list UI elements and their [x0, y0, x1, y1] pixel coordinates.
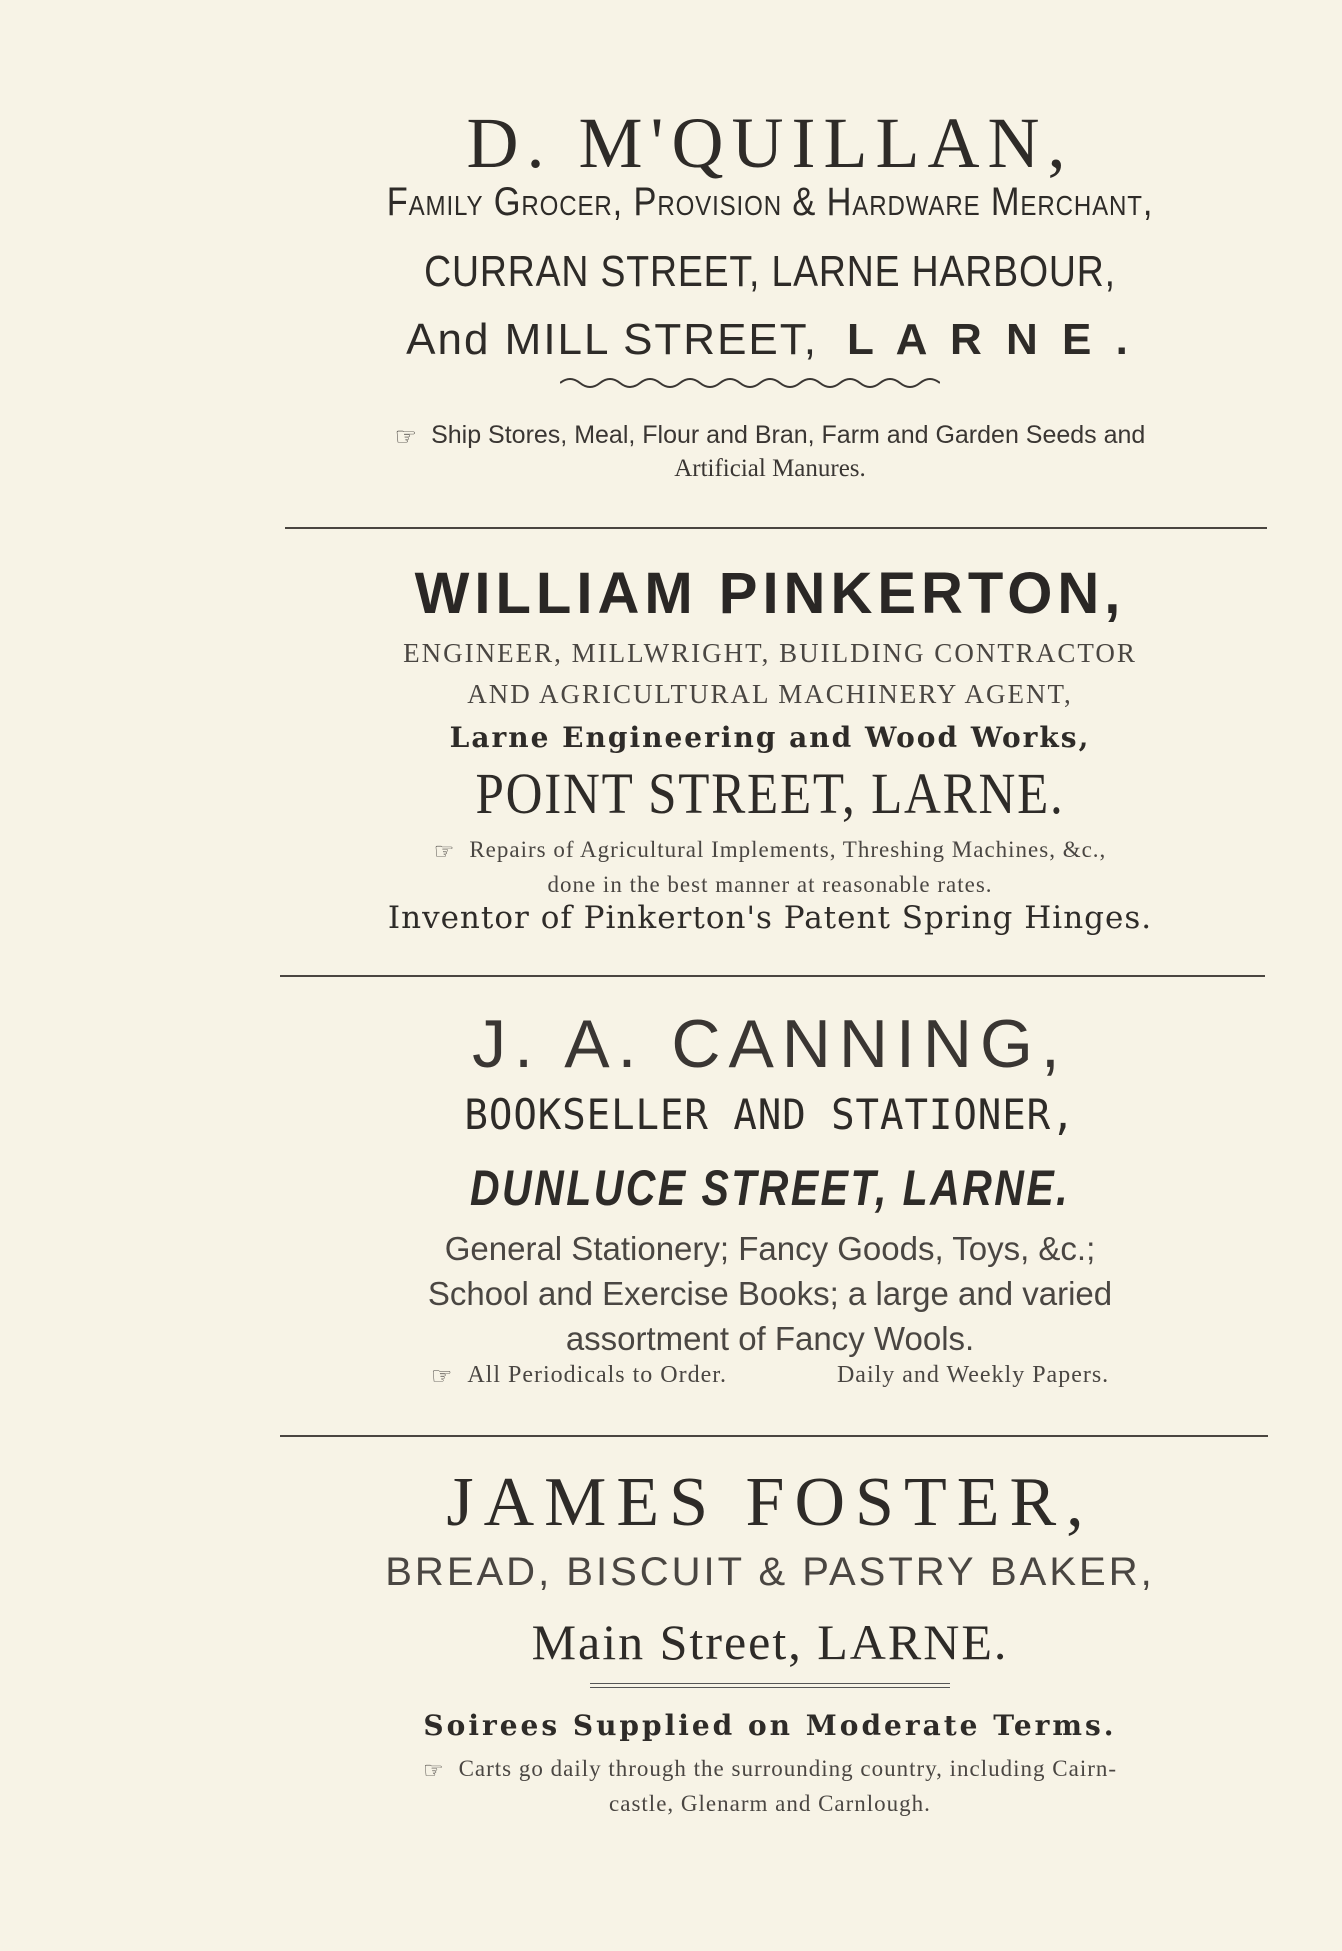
section-divider — [280, 975, 1265, 977]
ad-foster-trade: BREAD, BISCUIT & PASTRY BAKER, — [385, 1550, 1155, 1594]
ad-canning-trade: BOOKSELLER AND STATIONER, — [464, 1090, 1076, 1139]
ad-canning-line-3: assortment of Fancy Wools. — [565, 1320, 975, 1357]
ad-foster-note-2-text: Carts go daily through the surrounding country, including Cairn- — [458, 1756, 1118, 1781]
ad-foster-note-2 — [270, 1757, 1270, 1782]
ad-pinkerton-note-1 — [270, 838, 1270, 863]
ad-foster-note-3: castle, Glenarm and Carnlough. — [609, 1791, 931, 1816]
ad-canning-address: DUNLUCE STREET, LARNE. — [469, 1160, 1071, 1216]
ad-mquillan-address-2 — [270, 315, 1270, 364]
ad-canning-notes — [270, 1363, 1270, 1389]
ornamental-squiggle-divider — [560, 375, 940, 391]
ad-mquillan-address-2-town: L A R N E . — [847, 315, 1134, 364]
pointing-hand-icon: ☞ — [433, 839, 456, 864]
short-double-divider — [590, 1683, 950, 1684]
section-divider — [285, 527, 1267, 529]
ad-canning-note-left: All Periodicals to Order. — [467, 1362, 727, 1388]
ad-mquillan-note-2: Artificial Manures. — [674, 455, 866, 482]
pointing-hand-icon: ☞ — [430, 1364, 454, 1390]
ad-pinkerton-works: Larne Engineering and Wood Works, — [449, 721, 1091, 754]
ad-canning-line-1: General Stationery; Fancy Goods, Toys, &c.; — [444, 1230, 1096, 1267]
ad-canning-line-2: School and Exercise Books; a large and varied — [427, 1275, 1113, 1312]
ad-mquillan-note-1 — [270, 423, 1270, 450]
ad-canning-note-right: Daily and Weekly Papers. — [836, 1362, 1110, 1388]
ad-foster-note-1: Soirees Supplied on Moderate Terms. — [423, 1709, 1117, 1742]
pointing-hand-icon: ☞ — [394, 423, 418, 451]
ad-pinkerton-note-3: Inventor of Pinkerton's Patent Spring Hinges. — [387, 900, 1153, 936]
ad-foster-address: Main Street, LARNE. — [531, 1614, 1009, 1670]
ad-pinkerton-address: POINT STREET, LARNE. — [475, 761, 1065, 826]
ad-pinkerton-note-1-text: Repairs of Agricultural Implements, Threshing Machines, &c., — [469, 837, 1107, 862]
ad-mquillan-name: D. M'QUILLAN, — [466, 103, 1074, 183]
ad-foster-name: JAMES FOSTER, — [446, 1464, 1094, 1541]
ad-mquillan-address-1: CURRAN STREET, LARNE HARBOUR, — [424, 247, 1116, 296]
ad-pinkerton-trade-1: ENGINEER, MILLWRIGHT, BUILDING CONTRACTOR — [403, 638, 1137, 668]
ad-mquillan-address-2-prefix: And MILL STREET, — [406, 315, 818, 364]
ad-pinkerton-trade-2: AND AGRICULTURAL MACHINERY AGENT, — [467, 679, 1073, 709]
ad-pinkerton-name: WILLIAM PINKERTON, — [414, 561, 1126, 626]
ad-pinkerton-note-2: done in the best manner at reasonable rates. — [547, 872, 993, 897]
ad-canning-name: J. A. CANNING, — [472, 1006, 1068, 1082]
pointing-hand-icon: ☞ — [422, 1758, 445, 1783]
ad-mquillan-trade: Family Grocer, Provision & Hardware Merchant, — [386, 180, 1154, 224]
ad-mquillan-note-1-text: Ship Stores, Meal, Flour and Bran, Farm and Garden Seeds and — [431, 421, 1146, 449]
section-divider — [280, 1435, 1268, 1437]
